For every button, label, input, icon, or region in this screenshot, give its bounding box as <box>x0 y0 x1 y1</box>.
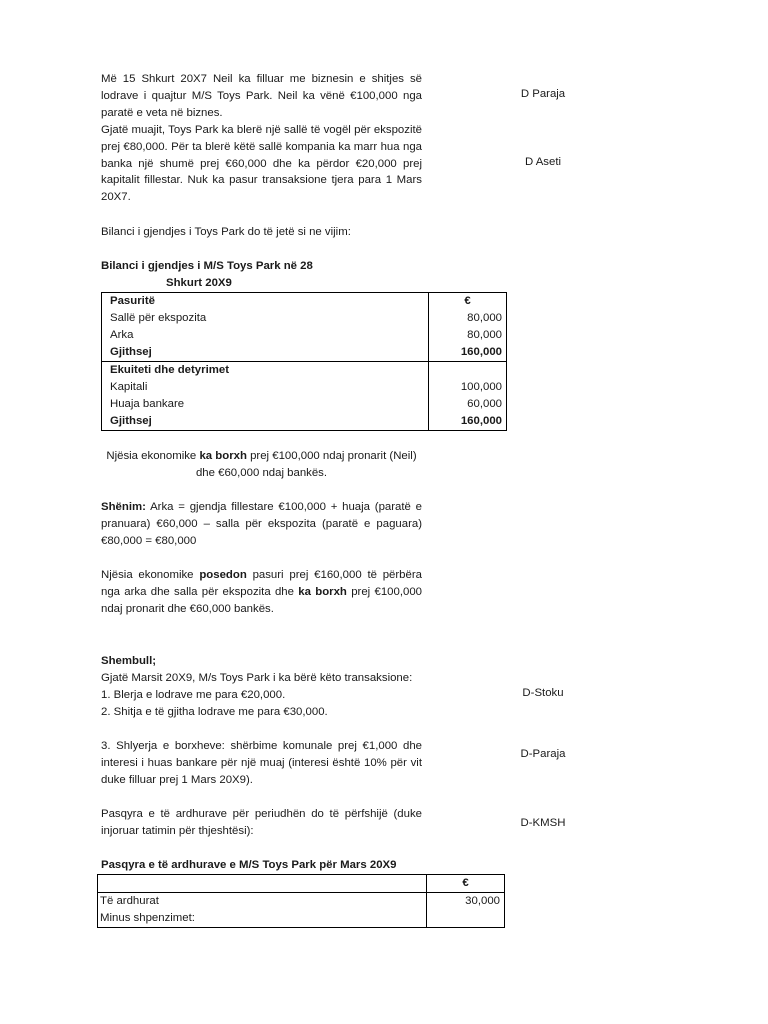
text-line: prej €80,000. Për ta blerë këtë sallë kompania ka marr hua nga <box>101 140 422 153</box>
intro-paragraph-2 <box>101 122 422 206</box>
currency-header: € <box>464 295 471 307</box>
empty-cell <box>427 910 505 928</box>
margin-note: D-KMSH <box>520 817 566 829</box>
table-row <box>102 379 507 396</box>
margin-note: D Aseti <box>524 156 562 168</box>
income-intro: Pasqyra e të ardhurave për periudhën do të përfshijë (duke injoruar tatimin për thjeshtësi): <box>101 808 422 837</box>
table-row <box>102 413 507 431</box>
balance-sheet-table <box>101 292 507 431</box>
row-value: 80,000 <box>467 312 502 324</box>
assets-total-label: Gjithsej <box>102 344 429 362</box>
equity-total-label: Gjithsej <box>102 413 429 431</box>
income-table-wrapper <box>97 874 507 928</box>
margin-note: D Paraja <box>520 88 566 100</box>
income-title: Pasqyra e të ardhurave e M/S Toys Park për Mars 20X9 <box>101 859 397 871</box>
owes-statement: Njësia ekonomike ka borxh prej €100,000 ndaj pronarit (Neil) dhe €60,000 ndaj bankës. <box>106 450 417 479</box>
row-label: Huaja bankare <box>102 396 429 413</box>
table-row <box>102 344 507 362</box>
text-line: Më 15 Shkurt 20X7 Neil ka filluar me biznesin e shitjes së <box>101 73 422 85</box>
row-label: Arka <box>102 327 429 344</box>
equity-total-value: 160,000 <box>460 415 502 427</box>
revenue-value: 30,000 <box>465 895 500 907</box>
empty-cell <box>98 875 427 893</box>
text-line: paratë e veta në biznes. <box>101 106 223 119</box>
margin-note: D-Paraja <box>520 748 566 760</box>
currency-header: € <box>462 877 469 889</box>
margin-note: D-Stoku <box>522 687 564 699</box>
note-paragraph: Shënim: Arka = gjendja fillestare €100,000 + huaja (paratë e pranuara) €60,000 – salla për ekspozita (paratë e paguara) €80,000 = €80,000 <box>101 501 422 547</box>
expenses-label: Minus shpenzimet: <box>98 910 427 928</box>
table-row <box>102 362 507 380</box>
text-line: kapitalit fillestar. Nuk ka pasur transaksione tjera para 1 Mars <box>101 174 422 187</box>
balance-title: Bilanci i gjendjes i M/S Toys Park në 28 <box>101 260 313 272</box>
row-value: 60,000 <box>467 398 502 410</box>
possess-paragraph: Njësia ekonomike posedon pasuri prej €160,000 të përbëra nga arka dhe salla për ekspozita dhe ka borxh prej €100,000 ndaj pronarit dhe €60,000 bankës. <box>101 569 422 615</box>
income-statement-table <box>97 874 505 928</box>
text-line: lodrave i quajtur M/S Toys Park. Neil ka vënë €100,000 nga <box>101 89 422 102</box>
equity-header: Ekuiteti dhe detyrimet <box>102 362 429 380</box>
assets-total-value: 160,000 <box>460 346 502 358</box>
table-row <box>98 893 505 911</box>
example-list: Gjatë Marsit 20X9, M/s Toys Park i ka bërë këto transaksione: 1. Blerja e lodrave me para €20,000. 2. Shitja e të gjitha lodrave me para €30,000. <box>101 672 413 718</box>
empty-cell <box>429 362 507 380</box>
note-label: Shënim: <box>101 501 146 513</box>
intro-paragraph-3: Bilanci i gjendjes i Toys Park do të jetë si ne vijim: <box>101 226 351 238</box>
text-line: banka një shumë prej €60,000 dhe ka përdor €20,000 prej <box>101 157 422 170</box>
assets-header: Pasuritë <box>102 293 429 311</box>
table-row <box>102 396 507 413</box>
intro-paragraph-1 <box>101 71 422 121</box>
text-line: 20X7. <box>101 191 131 204</box>
table-row <box>102 327 507 344</box>
row-value: 100,000 <box>460 381 502 393</box>
row-label: Sallë për ekspozita <box>102 310 429 327</box>
balance-title-line2: Shkurt 20X9 <box>166 277 232 289</box>
row-label: Kapitali <box>102 379 429 396</box>
example-title: Shembull; <box>101 655 157 667</box>
table-row <box>98 875 505 893</box>
table-row <box>102 310 507 327</box>
row-value: 80,000 <box>467 329 502 341</box>
table-row <box>98 910 505 928</box>
text-line: Gjatë muajit, Toys Park ka blerë një sallë të vogël për ekspozitë <box>101 124 422 136</box>
example-item-3: 3. Shlyerja e borxheve: shërbime komunale prej €1,000 dhe interesi i huas bankare për një muaj (interesi është 10% për vit duke filluar prej 1 Mars 20X9). <box>101 740 422 786</box>
table-row <box>102 293 507 311</box>
revenue-label: Të ardhurat <box>98 893 427 911</box>
